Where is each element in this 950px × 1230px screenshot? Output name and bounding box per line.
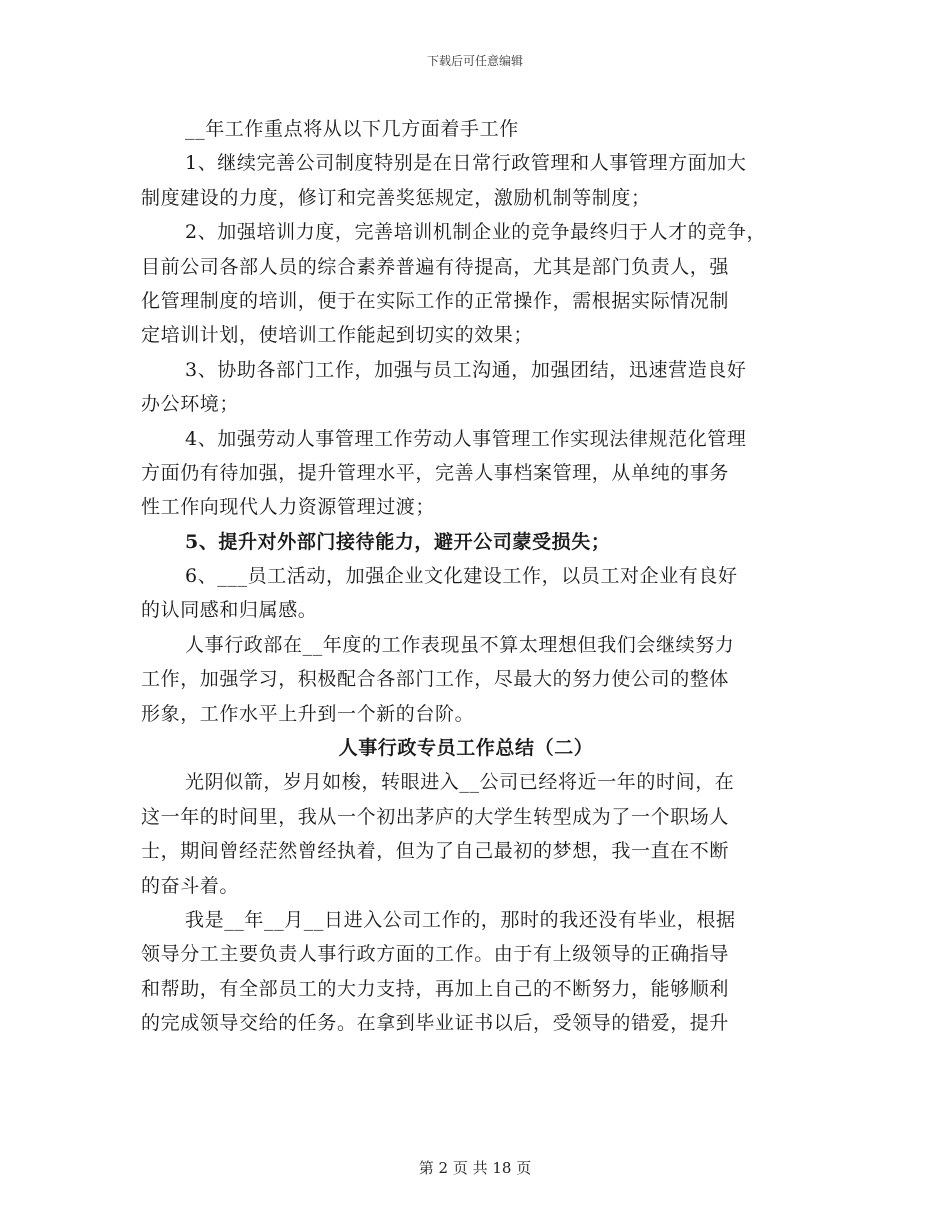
text-line: 领导分工主要负责人事行政方面的工作。由于有上级领导的正确指导 [141, 943, 730, 966]
text-line: 5、提升对外部门接待能力，避开公司蒙受损失； [185, 530, 611, 553]
text-line: 定培训计划，使培训工作能起到切实的效果； [141, 324, 534, 347]
text-line: 1、继续完善公司制度特别是在日常行政管理和人事管理方面加大 [185, 152, 747, 175]
text-line: 工作，加强学习，积极配合各部门工作，尽最大的努力使公司的整体 [141, 668, 730, 691]
page-header-note: 下载后可任意编辑 [426, 54, 523, 68]
text-line: 和帮助，有全部员工的大力支持，再加上自己的不断努力，能够顺利 [141, 977, 730, 1000]
text-line: 的认同感和归属感。 [141, 599, 318, 622]
text-line: 的奋斗着。 [141, 874, 240, 897]
text-line: 的完成领导交给的任务。在拿到毕业证书以后，受领导的错爱，提升 [141, 1012, 730, 1035]
text-line: 光阴似箭，岁月如梭，转眼进入__公司已经将近一年的时间，在 [185, 771, 735, 794]
text-line: 性工作向现代人力资源管理过渡； [141, 496, 436, 519]
text-line: 3、协助各部门工作，加强与员工沟通，加强团结，迅速营造良好 [185, 358, 747, 381]
text-line: 方面仍有待加强，提升管理水平，完善人事档案管理，从单纯的事务 [141, 461, 730, 484]
text-line: 目前公司各部人员的综合素养普遍有待提高，尤其是部门负责人，强 [141, 255, 730, 278]
page-number-footer: 第 2 页 共 18 页 [418, 1159, 532, 1177]
text-line: __年工作重点将从以下几方面着手工作 [185, 118, 519, 140]
text-line: 2、加强培训力度，完善培训机制企业的竞争最终归于人才的竞争， [185, 221, 767, 244]
text-line: 制度建设的力度，修订和完善奖惩规定，激励机制等制度； [141, 186, 651, 209]
text-line: 化管理制度的培训，便于在实际工作的正常操作，需根据实际情况制 [141, 289, 730, 312]
text-line: 这一年的时间里，我从一个初出茅庐的大学生转型成为了一个职场人 [141, 805, 730, 828]
text-line: 形象，工作水平上升到一个新的台阶。 [141, 702, 475, 725]
section-title: 人事行政专员工作总结（二） [338, 737, 594, 760]
text-line: 人事行政部在__年度的工作表现虽不算太理想但我们会继续努力 [185, 633, 735, 656]
text-line: 4、加强劳动人事管理工作劳动人事管理工作实现法律规范化管理 [185, 427, 747, 450]
text-line: 我是__年__月__日进入公司工作的，那时的我还没有毕业，根据 [185, 908, 736, 931]
document-body [141, 112, 821, 1041]
text-line: 6、___员工活动，加强企业文化建设工作，以员工对企业有良好 [185, 565, 738, 588]
text-line: 办公环境； [141, 393, 240, 416]
text-line: 士，期间曾经茫然曾经执着，但为了自己最初的梦想，我一直在不断 [141, 840, 730, 863]
